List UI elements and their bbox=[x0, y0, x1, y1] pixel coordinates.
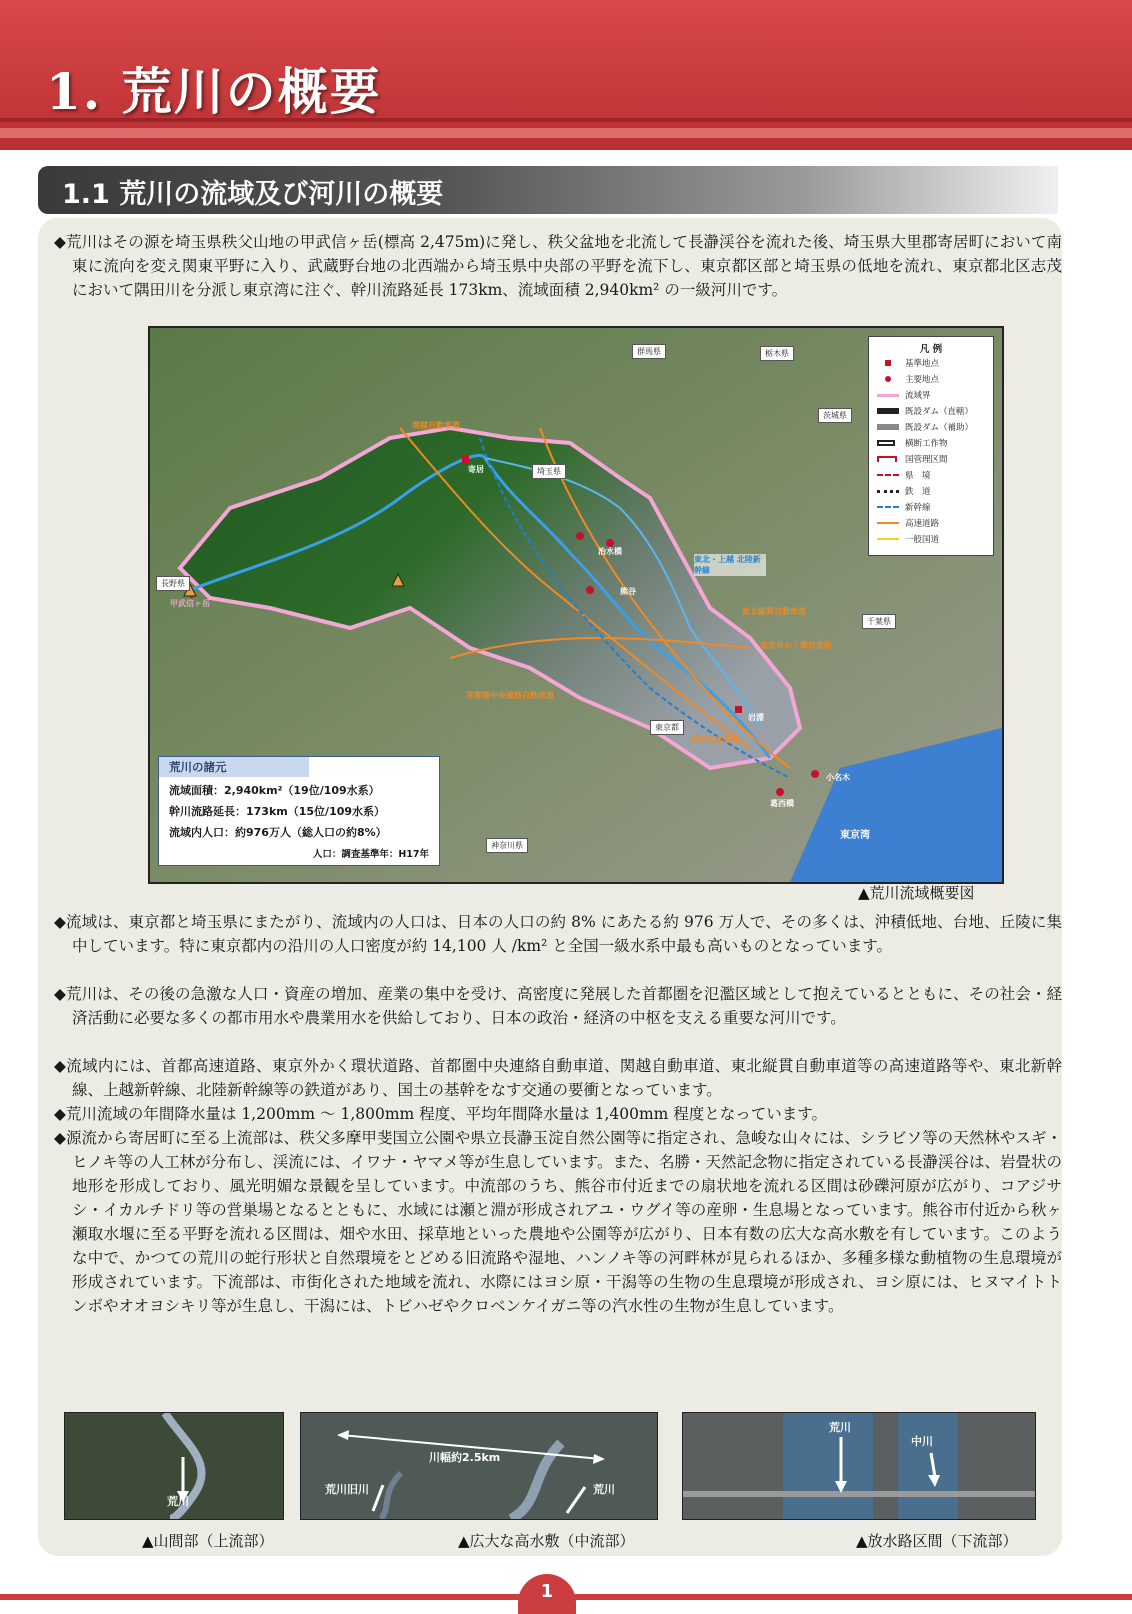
legend-item: 国管理区間 bbox=[877, 451, 993, 467]
dam-icon bbox=[877, 424, 899, 430]
specs-area: 流域面積：2,940km²（19位/109水系） bbox=[169, 784, 380, 797]
road-label: 首都高速道路 bbox=[690, 735, 738, 744]
specs-note: 人口：調査基準年：H17年 bbox=[312, 849, 429, 860]
legend-item: 流域界 bbox=[877, 387, 993, 403]
rail-icon bbox=[877, 490, 899, 493]
photo-label: 荒川旧川 bbox=[325, 1483, 369, 1496]
square-icon bbox=[885, 360, 891, 366]
reference-point bbox=[462, 456, 469, 463]
line-icon bbox=[877, 394, 899, 397]
photo-label: 中川 bbox=[911, 1435, 933, 1448]
legend-item: 横断工作物 bbox=[877, 435, 993, 451]
road-label: 首都圏中央連絡自動車道 bbox=[466, 691, 554, 700]
place-label: 葛西橋 bbox=[770, 799, 794, 808]
photo-caption: ▲広大な高水敷（中流部） bbox=[458, 1532, 635, 1550]
photo-caption: ▲放水路区間（下流部） bbox=[856, 1532, 1018, 1550]
legend-item: 基準地点 bbox=[877, 355, 993, 371]
main-point bbox=[776, 788, 784, 796]
pref-label: 神奈川県 bbox=[486, 838, 528, 853]
line-icon bbox=[877, 522, 899, 524]
dam-icon bbox=[877, 408, 899, 414]
intro-paragraph: ◆荒川はその源を埼玉県秩父山地の甲武信ヶ岳(標高 2,475m)に発し、秩父盆地を北流して長瀞渓谷を流れた後、埼玉県大里郡寄居町において南東に流向を変え関東平野に入り、武蔵野台地の北西端から埼玉県中央部の平野を流下し、東京都区部と埼玉県の低地を流れ、東京都北区志茂において隅田川を分派し東京湾に注ぐ、幹川流路延長 173km、流域面積 2,940km² の一級河川です。 bbox=[54, 233, 1062, 299]
photo-downstream-graphic bbox=[683, 1413, 1035, 1519]
pref-label: 栃木県 bbox=[760, 346, 794, 361]
legend-item: 主要地点 bbox=[877, 371, 993, 387]
pref-label: 千葉県 bbox=[862, 614, 896, 629]
road-label: 関越自動車道 bbox=[412, 421, 460, 430]
specs-title: 荒川の諸元 bbox=[159, 757, 309, 777]
paragraph: ◆荒川は、その後の急激な人口・資産の増加、産業の集中を受け、高密度に発展した首都圏を氾濫区域として抱えているとともに、その社会・経済活動に必要な多くの都市用水や農業用水を供給しており、日本の政治・経済の中枢を支える重要な河川です。 bbox=[54, 985, 1062, 1027]
reference-point bbox=[735, 706, 742, 713]
header-stripe-light bbox=[0, 128, 1132, 138]
paragraph: ◆荒川流域の年間降水量は 1,200mm ～ 1,800mm 程度、平均年間降水量は 1,400mm 程度となっています。 bbox=[54, 1105, 828, 1123]
paragraph: ◆流域は、東京都と埼玉県にまたがり、流域内の人口は、日本の人口の約 8% にあたる約 976 万人で、その多くは、沖積低地、台地、丘陵に集中しています。特に東京都内の沿川の人口密度が約 14,100 人 /km² と全国一級水系中最も高いものとなっています。 bbox=[54, 913, 1062, 955]
legend-item: 一般国道 bbox=[877, 531, 993, 547]
paragraph: ◆源流から寄居町に至る上流部は、秩父多摩甲斐国立公園や県立長瀞玉淀自然公園等に指定され、急峻な山々には、シラビソ等の天然林やスギ・ヒノキ等の人工林が分布し、渓流には、イワナ・ヤマメ等が生息しています。また、名勝・天然記念物に指定されている長瀞渓谷は、岩畳状の地形を形成しており、風光明媚な景観を呈しています。中流部のうち、熊谷市付近までの扇状地を流れる区間は砂礫河原が広がり、コアジサシ・イカルチドリ等の営巣場となるとともに、水域には瀬と淵が形成されアユ・ウグイ等の産卵・生息場となっています。熊谷市付近から秋ヶ瀬取水堰に至る平野を流れる区間は、畑や水田、採草地といった農地や公園等が広がり、日本有数の広大な高水敷を有しています。このような中で、かつての荒川の蛇行形状と自然環境をとどめる旧流路や湿地、ハンノキ等の河畔林が見られるほか、多種多様な動植物の生息環境が形成されています。下流部は、市街化された地域を流れ、水際にはヨシ原・干潟等の生物の生息環境が形成され、ヨシ原には、ヒヌマイトトンボやオオヨシキリ等が生息し、干潟には、トビハゼやクロベンケイガニ等の汽水性の生物が生息しています。 bbox=[54, 1129, 1062, 1315]
photo-label: 荒川 bbox=[829, 1421, 851, 1434]
map-caption: ▲荒川流域概要図 bbox=[858, 884, 975, 902]
place-label: 小名木 bbox=[826, 773, 850, 782]
place-label: 岩淵 bbox=[748, 713, 764, 722]
section-title: 1.1 荒川の流域及び河川の概要 bbox=[62, 179, 444, 210]
legend-item: 鉄 道 bbox=[877, 483, 993, 499]
photo-caption: ▲山間部（上流部） bbox=[142, 1532, 274, 1550]
pref-label: 東京都 bbox=[650, 720, 684, 735]
dashdot-icon bbox=[877, 474, 899, 476]
legend-item: 既設ダム（補助） bbox=[877, 419, 993, 435]
dash-icon bbox=[877, 506, 899, 508]
road-label: 東北縦貫自動車道 bbox=[742, 607, 806, 616]
photo-downstream bbox=[682, 1412, 1036, 1520]
place-label: 熊谷 bbox=[620, 587, 636, 596]
line-icon bbox=[877, 538, 899, 540]
paragraph: ◆流域内には、首都高速道路、東京外かく環状道路、首都圏中央連絡自動車道、関越自動車道、東北縦貫自動車道等の高速道路等や、東北新幹線、上越新幹線、北陸新幹線等の鉄道があり、国土の基幹をなす交通の要衝となっています。 bbox=[54, 1057, 1062, 1099]
bracket-icon bbox=[877, 456, 897, 462]
page-number: 1 bbox=[518, 1574, 576, 1614]
legend-item: 既設ダム（直轄） bbox=[877, 403, 993, 419]
photo-midstream bbox=[300, 1412, 658, 1520]
pref-label: 長野県 bbox=[156, 576, 190, 591]
basin-map bbox=[148, 326, 1004, 884]
map-legend bbox=[868, 336, 994, 556]
river-specs-box bbox=[158, 756, 440, 866]
photo-label: 荒川 bbox=[167, 1495, 189, 1508]
dot-icon bbox=[885, 376, 891, 382]
place-label: 寄居 bbox=[468, 465, 484, 474]
photo-upstream bbox=[64, 1412, 284, 1520]
pref-label: 茨城県 bbox=[818, 408, 852, 423]
pref-label: 群馬県 bbox=[632, 344, 666, 359]
bay-label: 東京湾 bbox=[840, 830, 870, 841]
place-label: 甲武信ヶ岳 bbox=[170, 599, 210, 608]
page-title: 1. 荒川の概要 bbox=[46, 62, 382, 121]
specs-population: 流域内人口：約976万人（総人口の約8%） bbox=[169, 826, 387, 839]
photo-label: 川幅約2.5km bbox=[429, 1451, 501, 1464]
road-label: 東京外かく環状道路 bbox=[760, 641, 832, 650]
legend-item: 県 境 bbox=[877, 467, 993, 483]
photo-midstream-graphic bbox=[301, 1413, 657, 1519]
legend-item: 高速道路 bbox=[877, 515, 993, 531]
specs-length: 幹川流路延長：173km（15位/109水系） bbox=[169, 805, 386, 818]
main-point bbox=[576, 532, 584, 540]
main-point bbox=[811, 770, 819, 778]
weir-icon bbox=[877, 440, 895, 446]
pref-label: 埼玉県 bbox=[532, 464, 566, 479]
place-label: 治水橋 bbox=[598, 547, 622, 556]
legend-title: 凡 例 bbox=[919, 344, 943, 355]
rail-label: 東北・上越 北陸新幹線 bbox=[694, 554, 766, 576]
legend-item: 新幹線 bbox=[877, 499, 993, 515]
photo-label: 荒川 bbox=[593, 1483, 615, 1496]
main-point bbox=[586, 586, 594, 594]
